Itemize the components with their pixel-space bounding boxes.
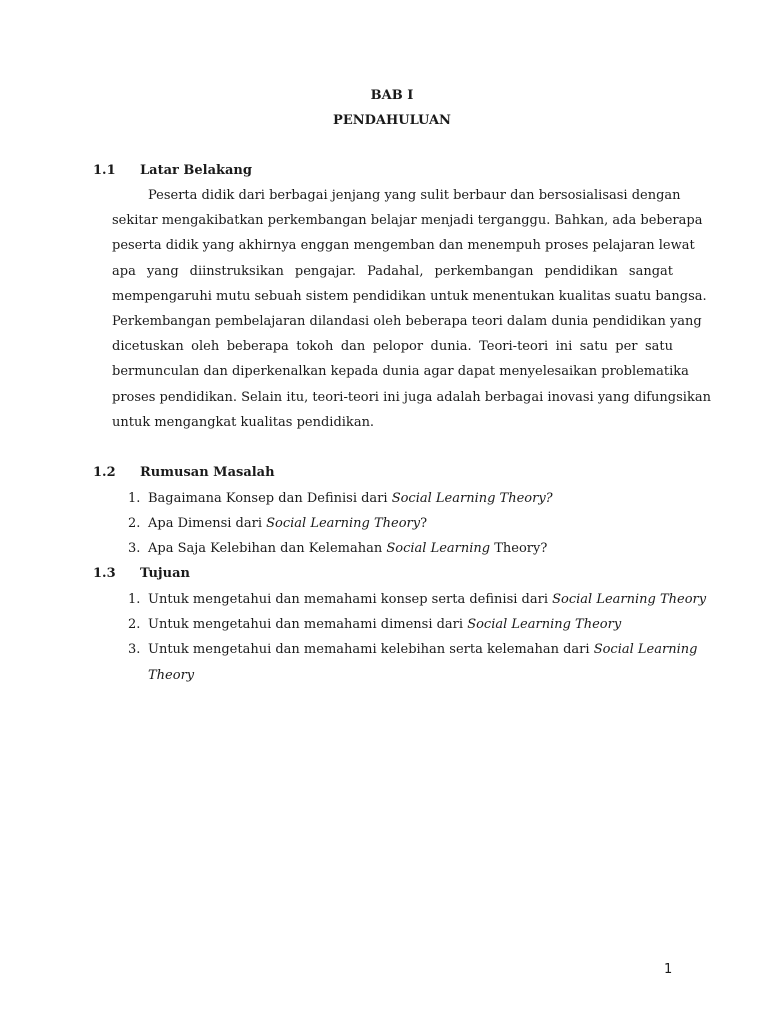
list-italic-continuation: Theory xyxy=(148,667,195,683)
section-number: 1.1 xyxy=(93,163,116,178)
chapter-title: PENDAHULUAN xyxy=(333,113,451,128)
paragraph-line: sekitar mengakibatkan perkembangan belajar menjadi terganggu. Bahkan, ada beberapa xyxy=(112,213,703,229)
section-heading-latar-belakang xyxy=(93,163,252,178)
list-marker: 1. xyxy=(128,592,141,607)
section-heading-rumusan-masalah xyxy=(93,465,275,480)
list-marker: 3. xyxy=(128,642,141,658)
tujuan-list xyxy=(128,587,706,688)
list-italic: Social Learning Theory xyxy=(467,617,622,633)
section-number: 1.2 xyxy=(93,465,116,480)
page-number: 1 xyxy=(664,962,673,977)
list-italic: Social Learning Theory? xyxy=(391,491,553,506)
background-paragraph xyxy=(112,183,711,435)
rumusan-list xyxy=(128,486,553,562)
list-after: ? xyxy=(420,516,428,532)
list-marker: 2. xyxy=(128,617,141,633)
list-item xyxy=(128,587,706,612)
chapter-number: BAB I xyxy=(370,88,414,103)
list-italic: Social Learning xyxy=(593,642,698,658)
list-text: Untuk mengetahui dan memahami konsep serta definisi dari xyxy=(148,592,553,607)
list-after: Theory? xyxy=(490,541,548,557)
paragraph-line: bermunculan dan diperkenalkan kepada dunia agar dapat menyelesaikan problematika xyxy=(112,364,689,380)
paragraph-line: mempengaruhi mutu sebuah sistem pendidikan untuk menentukan kualitas suatu bangsa. xyxy=(112,288,707,304)
paragraph-line: Peserta didik dari berbagai jenjang yang sulit berbaur dan bersosialisasi dengan xyxy=(148,188,681,203)
paragraph-line: peserta didik yang akhirnya enggan mengemban dan menempuh proses pelajaran lewat xyxy=(112,238,695,254)
list-italic: Social Learning xyxy=(386,541,491,557)
section-number: 1.3 xyxy=(93,566,116,581)
section-title: Latar Belakang xyxy=(140,163,252,178)
section-heading-tujuan xyxy=(93,566,190,581)
list-italic: Social Learning Theory xyxy=(552,592,707,607)
list-italic: Social Learning Theory xyxy=(266,516,421,532)
list-text: Untuk mengetahui dan memahami dimensi dari xyxy=(148,617,468,633)
paragraph-line: untuk mengangkat kualitas pendidikan. xyxy=(112,414,375,430)
list-item xyxy=(128,511,553,536)
list-text: Apa Saja Kelebihan dan Kelemahan xyxy=(148,541,387,557)
list-text: Untuk mengetahui dan memahami kelebihan serta kelemahan dari xyxy=(148,642,594,658)
list-item xyxy=(128,637,706,687)
paragraph-line: dicetuskan oleh beberapa tokoh dan pelopor dunia. Teori-teori ini satu per satu xyxy=(112,339,673,355)
section-title: Rumusan Masalah xyxy=(140,465,275,480)
list-item xyxy=(128,536,553,561)
list-item xyxy=(128,612,706,637)
list-text: Bagaimana Konsep dan Definisi dari xyxy=(148,491,392,506)
list-marker: 1. xyxy=(128,491,141,506)
section-title: Tujuan xyxy=(140,566,190,581)
list-marker: 2. xyxy=(128,516,141,532)
list-text: Apa Dimensi dari xyxy=(148,516,267,532)
paragraph-line: Perkembangan pembelajaran dilandasi oleh beberapa teori dalam dunia pendidikan yang xyxy=(112,313,702,329)
paragraph-line: apa yang diinstruksikan pengajar. Padahal, perkembangan pendidikan sangat xyxy=(112,263,673,279)
list-marker: 3. xyxy=(128,541,141,557)
paragraph-line: proses pendidikan. Selain itu, teori-teori ini juga adalah berbagai inovasi yang difungsikan xyxy=(112,389,711,405)
list-item xyxy=(128,486,553,511)
